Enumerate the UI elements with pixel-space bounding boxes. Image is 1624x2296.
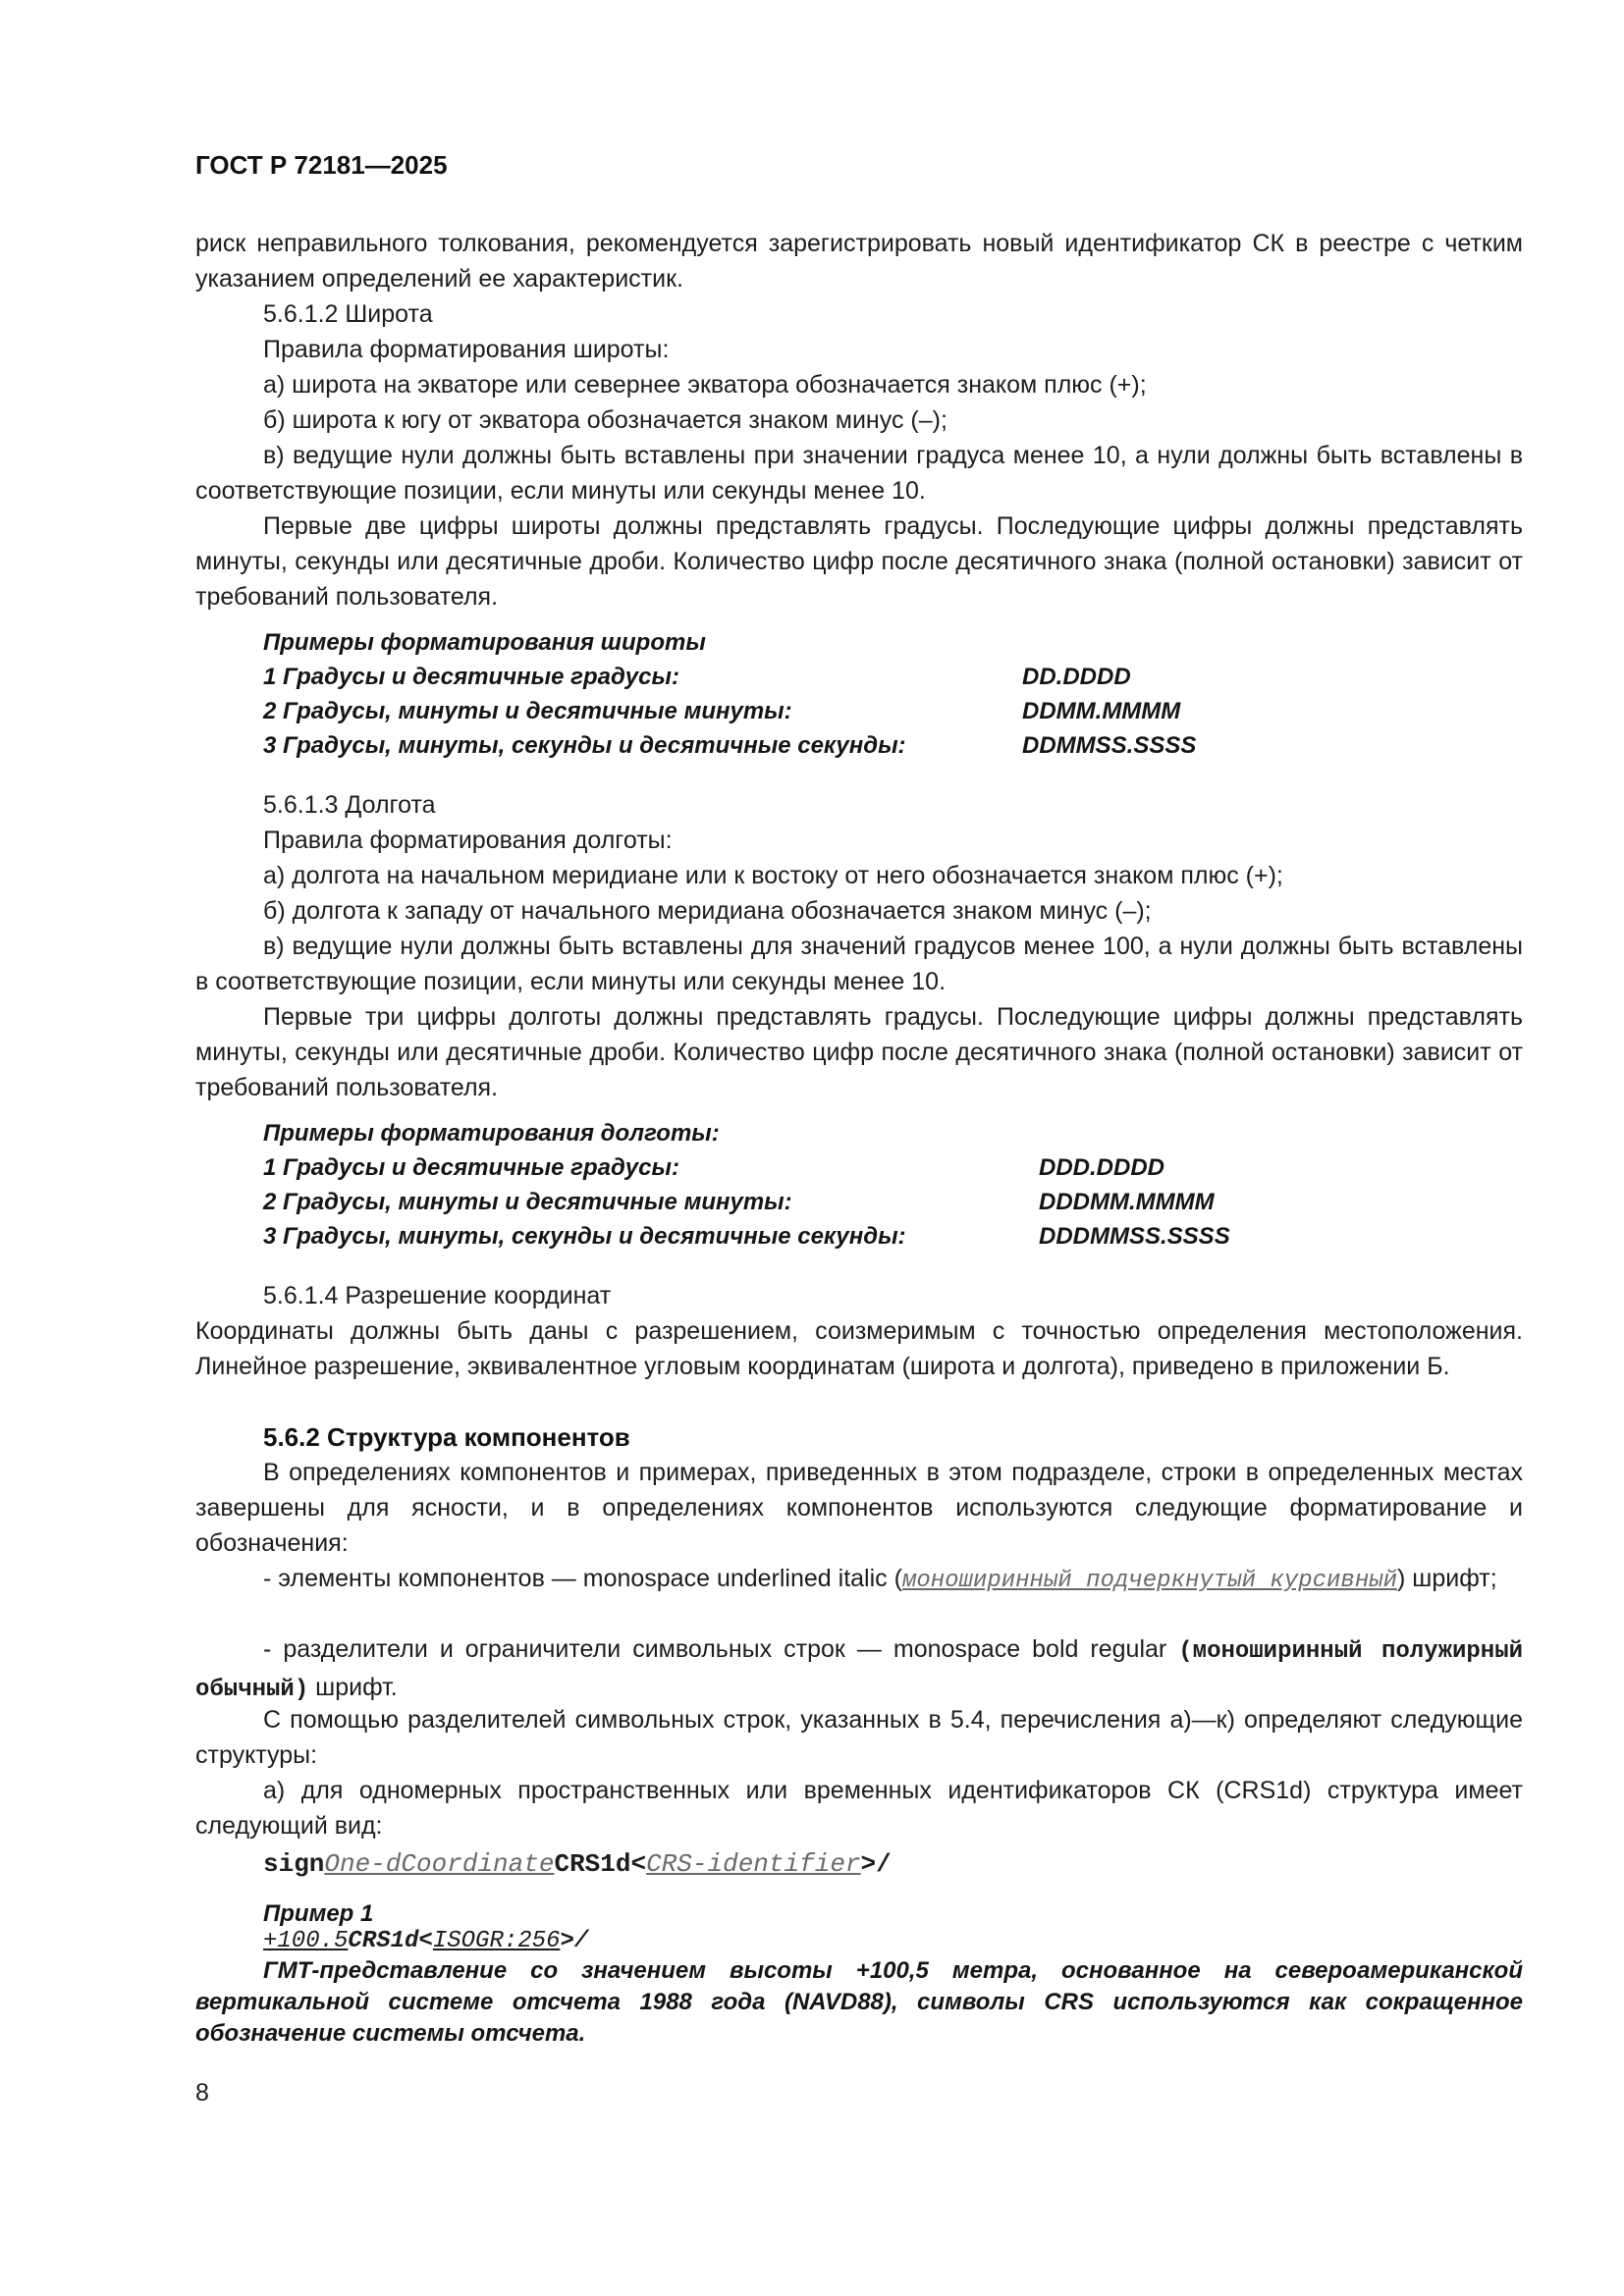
example-label: 3 Градусы, минуты, секунды и десятичные секунды:	[263, 1223, 906, 1250]
longitude-rule-c: в) ведущие нули должны быть вставлены для значений градусов менее 100, а нули должны быть вставлены в соответствующие позиции, если минуты или секунды менее 10.	[195, 933, 1523, 995]
latitude-rule-b: б) широта к югу от экватора обозначается знаком минус (–);	[263, 406, 947, 434]
latitude-example-row	[263, 695, 1523, 728]
document-header: ГОСТ Р 72181—2025	[195, 150, 448, 180]
structure-heading: 5.6.2 Структура компонентов	[263, 1422, 630, 1452]
longitude-examples-title: Примеры форматирования долготы:	[263, 1120, 720, 1147]
latitude-example-row	[263, 729, 1523, 763]
latitude-heading: 5.6.1.2 Широта	[263, 300, 433, 328]
longitude-example-row	[263, 1186, 1523, 1219]
example-code: +100.5CRS1d<ISOGR:256>/	[263, 1928, 589, 1954]
latitude-examples-title: Примеры форматирования широты	[263, 629, 706, 656]
example-label: 2 Градусы, минуты и десятичные минуты:	[263, 1189, 792, 1215]
intro-paragraph: риск неправильного толкования, рекомендуется зарегистрировать новый идентификатор СК в реестре с четким указанием определений ее характеристик.	[195, 230, 1523, 293]
resolution-paragraph: Координаты должны быть даны с разрешением, соизмеримым с точностью определения местоположения. Линейное разрешение, эквивалентное угловым координатам (широта и долгота), приведено в приложении Б.	[195, 1317, 1523, 1380]
structure-item-1: - элементы компонентов — monospace underlined italic (моноширинный подчеркнутый курсивный) шрифт;	[263, 1565, 1497, 1594]
example-label: 3 Градусы, минуты, секунды и десятичные секунды:	[263, 732, 906, 759]
example-label: 2 Градусы, минуты и десятичные минуты:	[263, 698, 792, 724]
example-label: 1 Градусы и десятичные градусы:	[263, 664, 679, 690]
longitude-heading: 5.6.1.3 Долгота	[263, 791, 436, 819]
example-value: DDD.DDDD	[1039, 1154, 1164, 1181]
example-value: DD.DDDD	[1022, 664, 1131, 690]
resolution-heading: 5.6.1.4 Разрешение координат	[263, 1282, 612, 1309]
mono-sample: моноширинный подчеркнутый курсивный	[901, 1568, 1398, 1594]
latitude-rule-a: а) широта на экваторе или севернее экватора обозначается знаком плюс (+);	[263, 371, 1147, 399]
example-value: DDMMSS.SSSS	[1022, 732, 1197, 759]
structure-paragraph-1: В определениях компонентов и примерах, приведенных в этом подразделе, строки в определенных местах завершены для ясности, и в определениях компонентов используются следующие форматирование и обозначения:	[195, 1459, 1523, 1557]
example-title: Пример 1	[263, 1900, 374, 1927]
syntax-line: signOne-dCoordinateCRS1d<CRS-identifier>/	[263, 1849, 892, 1879]
latitude-paragraph: Первые две цифры широты должны представлять градусы. Последующие цифры должны представлять минуты, секунды или десятичные дроби. Количество цифр после десятичного знака (полной остановки) зависит от требований пользователя.	[195, 512, 1523, 611]
latitude-rule-c: в) ведущие нули должны быть вставлены при значении градуса менее 10, а нули должны быть вставлены в соответствующие позиции, если минуты или секунды менее 10.	[195, 442, 1523, 505]
longitude-rule-a: а) долгота на начальном меридиане или к востоку от него обозначается знаком плюс (+);	[263, 862, 1283, 889]
latitude-example-row	[263, 661, 1523, 694]
example-value: DDMM.MMMM	[1022, 698, 1181, 724]
structure-paragraph-2: С помощью разделителей символьных строк, указанных в 5.4, перечисления а)—к) определяют следующие структуры:	[195, 1706, 1523, 1769]
mono-bold-sample: (моноширинный полужирный обычный)	[195, 1638, 1523, 1703]
longitude-rules-title: Правила форматирования долготы:	[263, 827, 673, 854]
longitude-example-row	[263, 1220, 1523, 1254]
longitude-rule-b: б) долгота к западу от начального меридиана обозначается знаком минус (–);	[263, 897, 1152, 925]
example-value: DDDMM.MMMM	[1039, 1189, 1215, 1215]
page-number: 8	[195, 2079, 209, 2107]
longitude-paragraph: Первые три цифры долготы должны представлять градусы. Последующие цифры должны представлять минуты, секунды или десятичные дроби. Количество цифр после десятичного знака (полной остановки) зависит от требований пользователя.	[195, 1003, 1523, 1101]
longitude-example-row	[263, 1151, 1523, 1185]
structure-item-a: а) для одномерных пространственных или временных идентификаторов СК (CRS1d) структура имеет следующий вид:	[195, 1777, 1523, 1840]
example-value: DDDMMSS.SSSS	[1039, 1223, 1230, 1250]
structure-item-2: - разделители и ограничители символьных строк — monospace bold regular (моноширинный полужирный обычный) шрифт.	[195, 1635, 1523, 1703]
latitude-rules-title: Правила форматирования широты:	[263, 336, 670, 363]
example-description: ГМТ-представление со значением высоты +100,5 метра, основанное на североамериканской вертикальной системе отсчета 1988 года (NAVD88), символы CRS используются как сокращенное обозначение системы отсчета.	[195, 1957, 1523, 2047]
example-label: 1 Градусы и десятичные градусы:	[263, 1154, 679, 1181]
